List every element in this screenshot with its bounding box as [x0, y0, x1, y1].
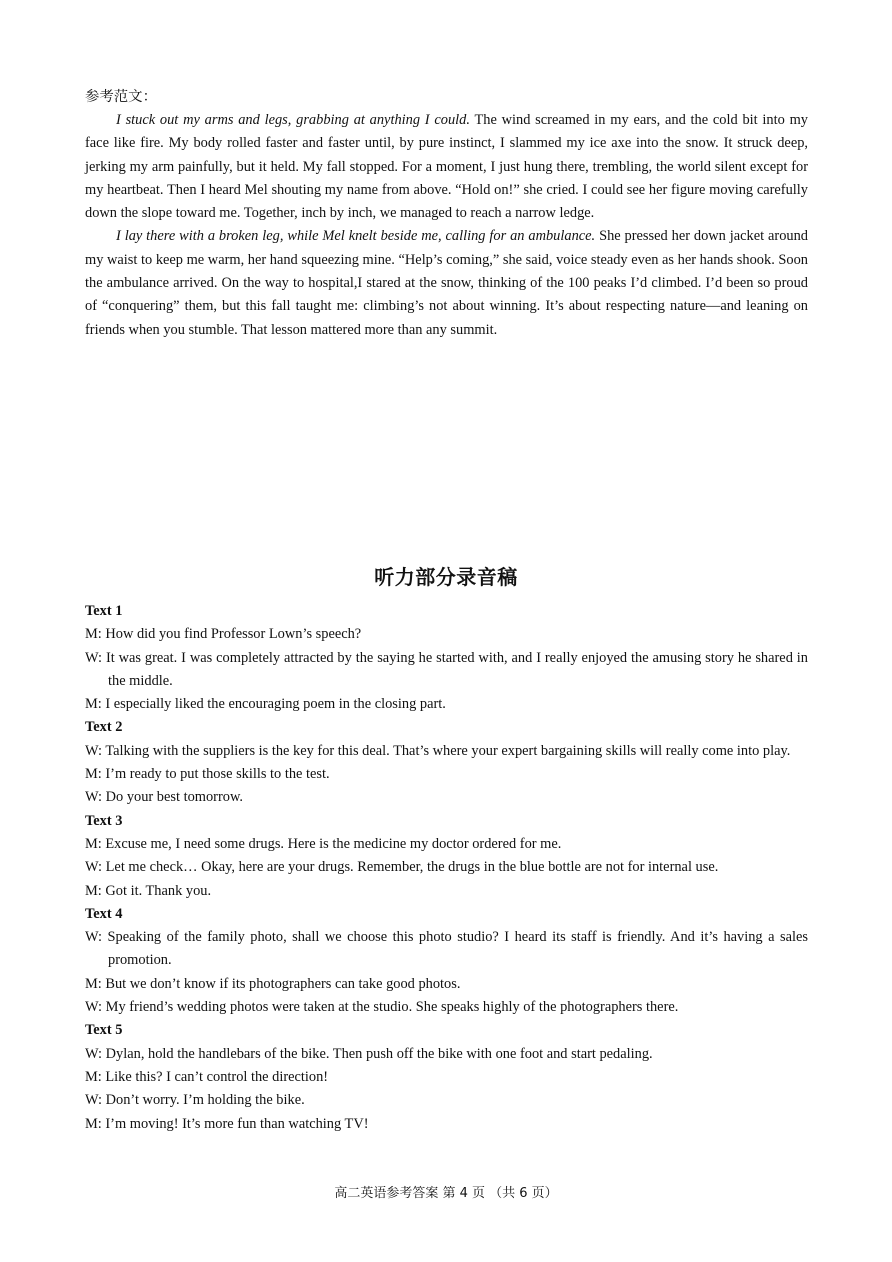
dialogue-line: M: But we don’t know if its photographers can take good photos. [85, 975, 461, 992]
dialogue-line: M: Like this? I can’t control the direction! [85, 1068, 329, 1085]
model-essay [85, 109, 808, 342]
dialogue-line: M: Got it. Thank you. [85, 882, 212, 899]
dialogue-line: W: It was great. I was completely attracted by the saying he started with, and I really enjoyed the amusing story he shared in the middle. [85, 649, 808, 689]
text-heading: Text 3 [85, 812, 123, 829]
dialogue-line: W: Let me check… Okay, here are your drugs. Remember, the drugs in the blue bottle are not for internal use. [85, 859, 719, 876]
dialogue-line: M: Excuse me, I need some drugs. Here is the medicine my doctor ordered for me. [85, 835, 562, 852]
essay-paragraph-1-opening: I stuck out my arms and legs, grabbing at anything I could. [116, 112, 470, 128]
transcript [85, 600, 808, 1136]
dialogue-line: M: I especially liked the encouraging poem in the closing part. [85, 696, 446, 713]
dialogue-line: M: I’m moving! It’s more fun than watching TV! [85, 1115, 369, 1132]
dialogue-line: W: Don’t worry. I’m holding the bike. [85, 1092, 305, 1109]
dialogue-line: M: I’m ready to put those skills to the test. [85, 766, 330, 783]
text-heading: Text 1 [85, 603, 123, 619]
essay-paragraph-2-opening: I lay there with a broken leg, while Mel knelt beside me, calling for an ambulance. [116, 228, 596, 245]
dialogue-line: M: How did you find Professor Lown’s speech? [85, 626, 362, 643]
essay-label: 参考范文： [85, 89, 157, 105]
page-footer: 高二英语参考答案 第 4 页 （共 6 页） [334, 1186, 558, 1201]
text-heading: Text 2 [85, 719, 123, 736]
text-heading: Text 5 [85, 1022, 123, 1039]
essay-paragraph-1-body: The wind screamed in my ears, and the cold bit into my face like fire. My body rolled faster and faster until, by pure instinct, I slammed my ice axe into the snow. It struck deep, jerking my arm painfully, but it held. My fall stopped. For a moment, I just hung there, trembling, the world silent except for my heartbeat. Then I heard Mel shouting my name from above. “Hold on!” she cried. I could see her figure moving carefully down the slope toward me. Together, inch by inch, we managed to reach a narrow ledge. [85, 112, 808, 222]
dialogue-line: W: Dylan, hold the handlebars of the bike. Then push off the bike with one foot and start pedaling. [85, 1045, 653, 1062]
dialogue-line: W: Speaking of the family photo, shall we choose this photo studio? I heard its staff is friendly. And it’s having a sales promotion. [85, 929, 808, 969]
essay-paragraph-2-body: She pressed her down jacket around my waist to keep me warm, her hand squeezing mine. “Help’s coming,” she said, voice steady even as her hands shook. Soon the ambulance arrived. On the way to hospital,I stared at the snow, thinking of the 100 peaks I’d climbed. I’d been so proud of “conquering” them, but this fall taught me: climbing’s not about winning. It’s about respecting nature—and leaning on friends when you stumble. That lesson mattered more than any summit. [85, 228, 809, 338]
text-heading: Text 4 [85, 905, 123, 922]
dialogue-line: W: Do your best tomorrow. [85, 789, 244, 806]
essay-paragraph-1 [85, 109, 808, 225]
dialogue-line: W: Talking with the suppliers is the key for this deal. That’s where your expert bargaining skills will really come into play. [85, 742, 791, 759]
transcript-title: 听力部分录音稿 [374, 565, 518, 589]
essay-paragraph-2 [85, 225, 808, 341]
dialogue-line: W: My friend’s wedding photos were taken at the studio. She speaks highly of the photographers there. [85, 999, 679, 1016]
